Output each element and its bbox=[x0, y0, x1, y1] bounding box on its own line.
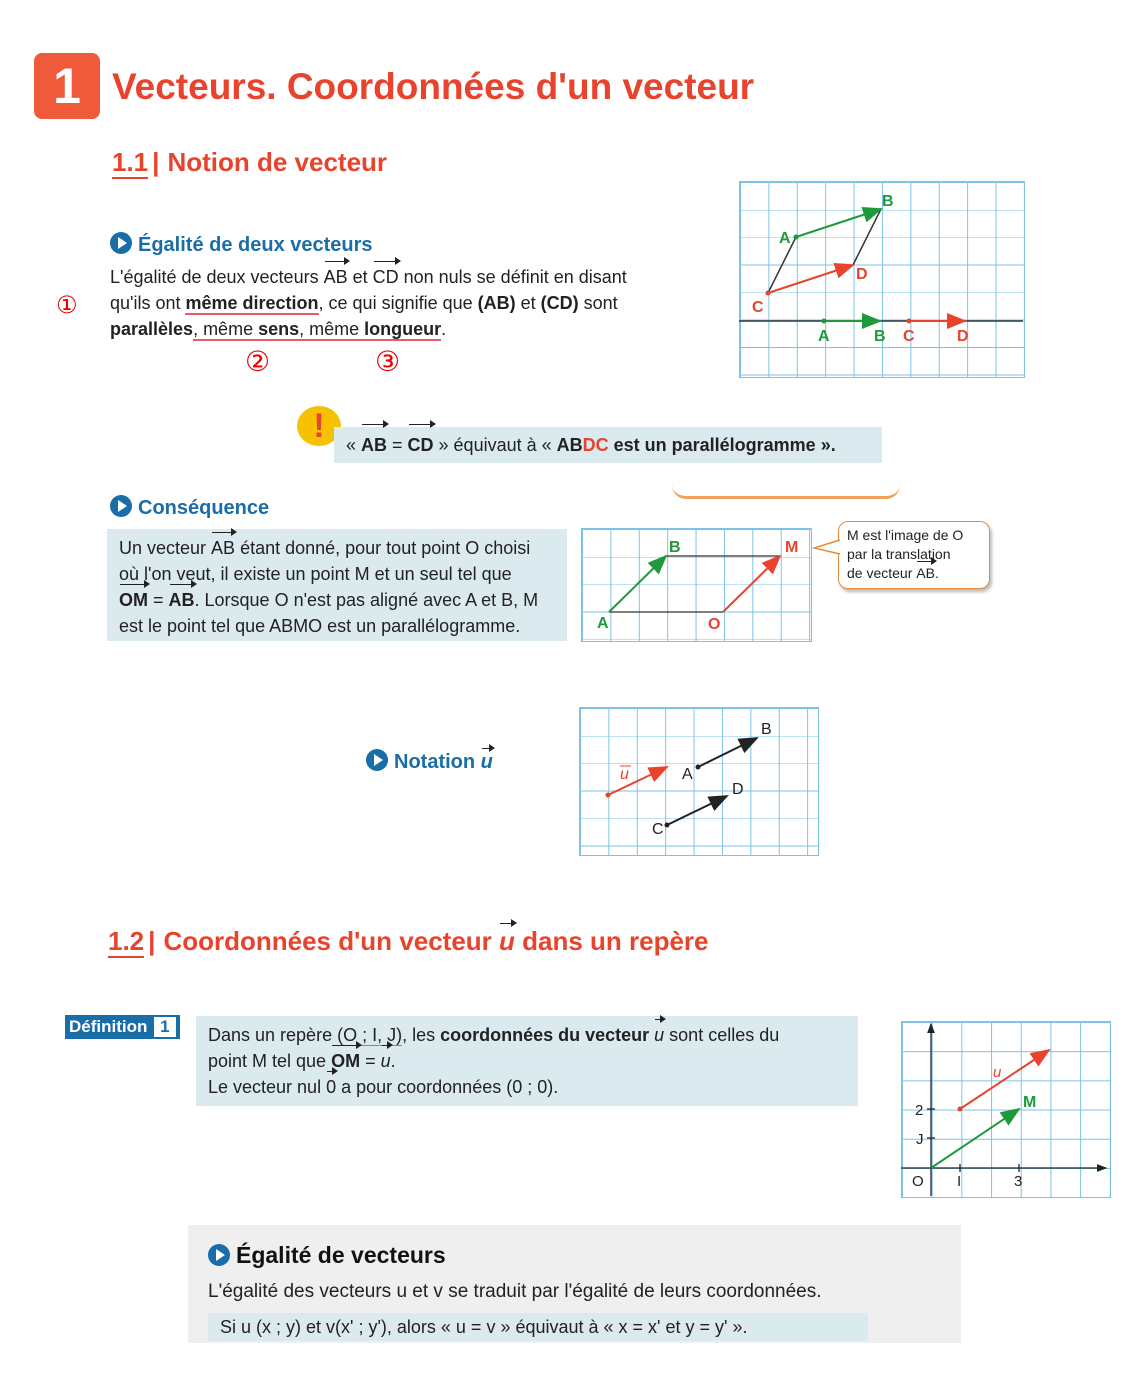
egalite-heading: Égalité de deux vecteurs bbox=[110, 232, 373, 257]
label-3: 3 bbox=[1014, 1173, 1023, 1190]
label-B: B bbox=[882, 193, 894, 210]
label-A: A bbox=[682, 766, 693, 783]
figure-notation bbox=[579, 707, 817, 854]
callout-pointer bbox=[812, 538, 842, 558]
consequence-box: Un vecteur AB étant donné, pour tout point O choisi où l'on veut, il existe un point M et un seul tel que OM = AB. Lorsque O n'est pas aligné avec A et B, M est le point tel que ABMO est un parallélogramme. bbox=[107, 529, 567, 641]
egalite-vecteurs-heading: Égalité de vecteurs bbox=[208, 1242, 446, 1269]
figure-parallelogram bbox=[739, 181, 1023, 376]
label-B: B bbox=[669, 539, 681, 556]
label-J: J bbox=[916, 1131, 924, 1148]
annotation-2: ② bbox=[245, 345, 271, 378]
label-D-axis: D bbox=[957, 328, 969, 345]
label-C-axis: C bbox=[903, 328, 915, 345]
annotation-1: ① bbox=[56, 291, 78, 319]
notation-heading: Notation u bbox=[366, 749, 493, 774]
figure-translation bbox=[581, 528, 810, 640]
figure-coordinates bbox=[901, 1021, 1109, 1196]
section-number: 1.2 bbox=[108, 926, 145, 956]
label-B-axis: B bbox=[874, 328, 886, 345]
play-bullet-icon bbox=[208, 1244, 230, 1266]
play-bullet-icon bbox=[110, 232, 132, 254]
label-D: D bbox=[856, 266, 868, 283]
label-A: A bbox=[597, 615, 609, 632]
label-M: M bbox=[1023, 1094, 1037, 1111]
definition-label: Définition 1 bbox=[65, 1015, 180, 1039]
label-D: D bbox=[732, 781, 744, 798]
label-C: C bbox=[752, 299, 764, 316]
label-u: u bbox=[620, 766, 629, 783]
section-1-2-title: 1.2 | Coordonnées d'un vecteur u dans un repère bbox=[108, 926, 709, 956]
consequence-heading: Conséquence bbox=[110, 495, 269, 520]
decorative-curve bbox=[672, 478, 900, 499]
warning-icon: ! bbox=[297, 406, 341, 446]
label-2: 2 bbox=[915, 1102, 924, 1119]
chapter-title: Vecteurs. Coordonnées d'un vecteur bbox=[112, 66, 755, 107]
label-A: A bbox=[779, 230, 791, 247]
callout-bubble: M est l'image de O par la translation de vecteur AB. bbox=[838, 521, 990, 589]
section-1-1-title: 1.1 | Notion de vecteur bbox=[112, 147, 388, 177]
warning-box: « AB = CD » équivaut à « ABDC est un parallélogramme ». bbox=[334, 427, 882, 463]
label-A-axis: A bbox=[818, 328, 830, 345]
label-O: O bbox=[912, 1173, 924, 1190]
label-u: u bbox=[993, 1064, 1002, 1081]
chapter-badge: 1 bbox=[34, 53, 100, 119]
egalite-vecteurs-formula: Si u (x ; y) et v(x' ; y'), alors « u = v » équivaut à « x = x' et y = y' ». bbox=[208, 1313, 868, 1341]
definition-box: Dans un repère (O ; I, J), les coordonnées du vecteur u sont celles du point M tel que OM = u. Le vecteur nul 0 a pour coordonnées (0 ; 0). bbox=[196, 1016, 858, 1106]
label-B: B bbox=[761, 721, 772, 738]
section-number: 1.1 bbox=[112, 147, 149, 177]
annotation-3: ③ bbox=[375, 345, 401, 378]
label-I: I bbox=[957, 1173, 962, 1190]
play-bullet-icon bbox=[110, 495, 132, 517]
section-label: Notion de vecteur bbox=[167, 147, 388, 177]
label-C: C bbox=[652, 821, 664, 838]
label-O: O bbox=[708, 616, 721, 633]
play-bullet-icon bbox=[366, 749, 388, 771]
egalite-text: L'égalité de deux vecteurs AB et CD non nuls se définit en disant qu'ils ont même direction, ce qui signifie que (AB) et (CD) sont parallèles, même sens, même longueur. bbox=[110, 264, 670, 342]
label-M: M bbox=[785, 539, 799, 556]
egalite-vecteurs-text: L'égalité des vecteurs u et v se traduit par l'égalité de leurs coordonnées. bbox=[208, 1281, 822, 1302]
